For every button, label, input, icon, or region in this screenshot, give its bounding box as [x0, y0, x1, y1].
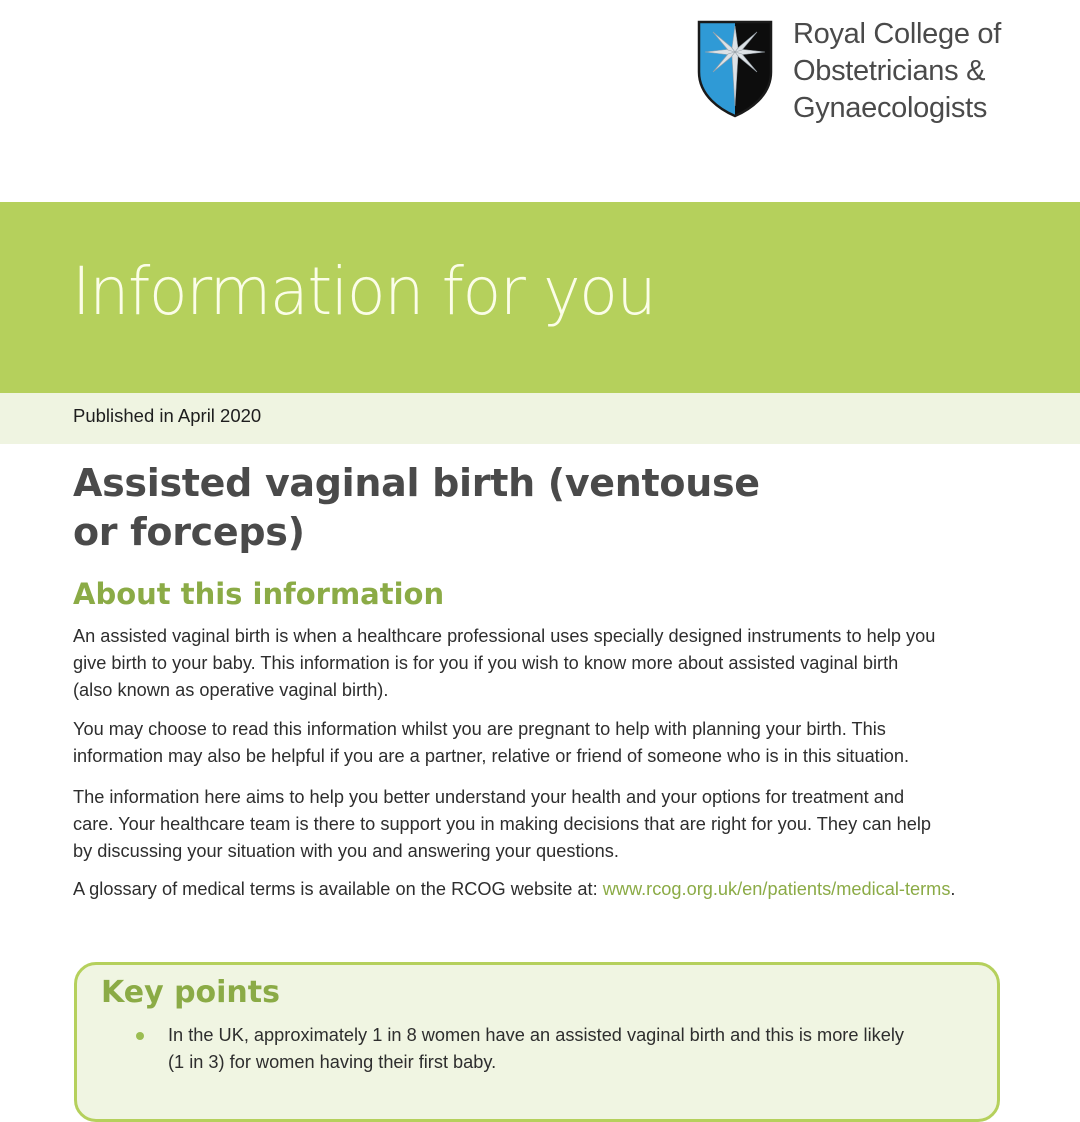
paragraph-intro — [73, 623, 1033, 704]
document-title — [73, 459, 873, 557]
paragraph-line: information may also be helpful if you are a partner, relative or friend of someone who is in this situation. — [73, 746, 910, 766]
banner-title: Information for you — [72, 253, 656, 330]
paragraph-line: give birth to your baby. This information is for you if you wish to know more about assisted vaginal birth — [73, 653, 899, 673]
bullet-dot-icon — [136, 1032, 144, 1040]
paragraph-purpose — [73, 784, 1033, 865]
paragraph-line: The information here aims to help you better understand your health and your options for treatment and — [73, 787, 905, 807]
rcog-logo — [697, 18, 1001, 124]
glossary-period: . — [950, 879, 956, 899]
paragraph-line: An assisted vaginal birth is when a healthcare professional uses specially designed instruments to help you — [73, 626, 936, 646]
document-title-line: Assisted vaginal birth (ventouse — [73, 461, 760, 505]
organization-name-line: Gynaecologists — [793, 92, 988, 124]
organization-name — [793, 16, 1053, 127]
key-point-line: (1 in 3) for women having their first baby. — [168, 1052, 497, 1072]
paragraph-glossary — [73, 876, 1033, 903]
glossary-line — [73, 876, 1033, 903]
shield-crest-icon — [697, 20, 773, 118]
paragraph-line: by discussing your situation with you and answering your questions. — [73, 841, 619, 861]
key-points-heading: Key points — [101, 975, 280, 1010]
glossary-link[interactable]: www.rcog.org.uk/en/patients/medical-terms — [602, 879, 951, 899]
document-title-line: or forceps) — [73, 510, 305, 554]
glossary-text: A glossary of medical terms is available on the RCOG website at: — [73, 879, 603, 899]
paragraph-audience — [73, 716, 1033, 770]
paragraph-line: You may choose to read this information whilst you are pregnant to help with planning your birth. This — [73, 719, 886, 739]
organization-name-line: Obstetricians & — [793, 55, 986, 87]
key-point-text — [168, 1022, 904, 1076]
paragraph-line: (also known as operative vaginal birth). — [73, 680, 389, 700]
key-point-line: In the UK, approximately 1 in 8 women have an assisted vaginal birth and this is more likely — [168, 1025, 904, 1045]
publication-date: Published in April 2020 — [73, 405, 262, 426]
paragraph-line: care. Your healthcare team is there to support you in making decisions that are right for you. They can help — [73, 814, 931, 834]
organization-name-line: Royal College of — [793, 18, 1001, 50]
section-heading-about: About this information — [73, 577, 445, 611]
